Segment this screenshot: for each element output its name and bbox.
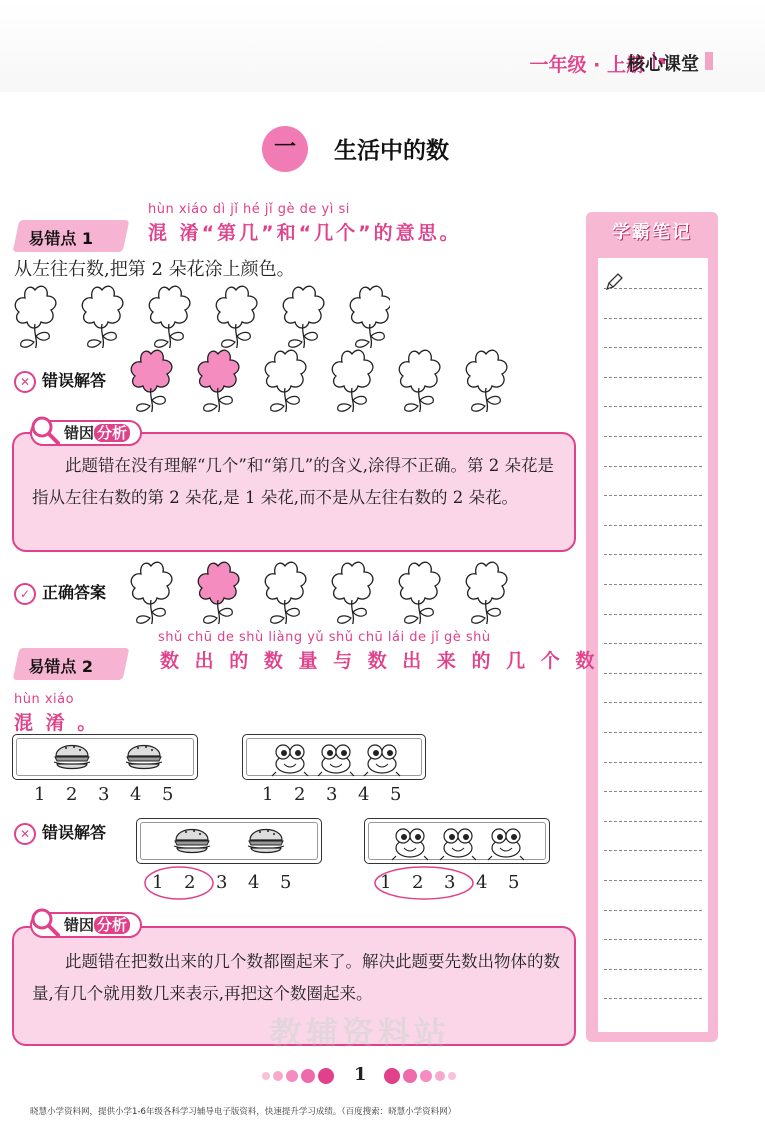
notes-line [604, 525, 702, 526]
magnifier-icon [30, 415, 62, 447]
notes-line [604, 436, 702, 437]
notes-line [604, 554, 702, 555]
flower [466, 350, 507, 412]
notes-line [604, 702, 702, 703]
burger [174, 830, 210, 853]
notes-line [604, 969, 702, 970]
flower-row-wrong [126, 348, 526, 412]
number-2: 2 [294, 784, 306, 805]
notes-line [604, 821, 702, 822]
analysis-tab-2: 错因 分析 [30, 912, 142, 938]
point2-heading: 数 出 的 数 量 与 数 出 来 的 几 个 数 [160, 650, 599, 672]
number-2: 2 [66, 784, 78, 805]
number-4: 4 [130, 784, 142, 805]
flower [466, 562, 507, 624]
watermark: 教辅资料站 [270, 1014, 451, 1052]
notes-line [604, 466, 702, 467]
number-5: 5 [162, 784, 174, 805]
flower [265, 350, 306, 412]
notes-paper [598, 258, 708, 1032]
notes-line [604, 880, 702, 881]
page-dots-left [258, 1066, 358, 1086]
number-5: 5 [280, 872, 292, 893]
number-5: 5 [390, 784, 402, 805]
circle-mark-b [372, 864, 476, 902]
notes-line [604, 910, 702, 911]
cross-icon: ✕ [14, 823, 36, 845]
notes-line [604, 584, 702, 585]
header-band [0, 0, 765, 92]
number-2: 2 [412, 872, 424, 893]
point1-question: 从左往右数,把第 2 朵花涂上颜色。 [14, 259, 295, 280]
number-3: 3 [326, 784, 338, 805]
notes-line [604, 791, 702, 792]
burger [248, 830, 284, 853]
burger [126, 746, 162, 769]
lesson-number: 一 [262, 126, 308, 172]
lesson-title: 生活中的数 [334, 137, 449, 164]
number-3: 3 [444, 872, 456, 893]
flower [399, 350, 440, 412]
cross-icon: ✕ [14, 371, 36, 393]
flower-row-correct [126, 560, 526, 624]
point1-correct-label: ✓ 正确答案 [14, 580, 106, 605]
flower-colored [198, 562, 239, 624]
number-1: 1 [34, 784, 46, 805]
frog [392, 829, 428, 860]
number-3: 3 [98, 784, 110, 805]
flower [332, 350, 373, 412]
number-2: 2 [184, 872, 196, 893]
circle-mark-a [142, 864, 216, 902]
flower [15, 286, 56, 348]
frog-items-wrong [364, 818, 550, 864]
flower-row-question [10, 284, 390, 348]
point2-pinyin-2: hùn xiáo [14, 692, 75, 707]
frog [488, 829, 524, 860]
notes-line [604, 495, 702, 496]
frog [272, 745, 308, 776]
notes-line [604, 614, 702, 615]
analysis-text-2: 此题错在把数出来的几个数都圈起来了。解决此题要先数出物体的数量,有几个就用数几来表示,再把这个数圈起来。 [32, 952, 560, 1003]
flower [283, 286, 324, 348]
flower-colored [131, 350, 172, 412]
flower-colored [198, 350, 239, 412]
number-5: 5 [508, 872, 520, 893]
point1-pinyin: hùn xiáo dì jǐ hé jǐ gè de yì si [148, 202, 350, 217]
point1-heading: 混 淆“第几”和“几个”的意思。 [148, 222, 462, 244]
notes-line [604, 850, 702, 851]
notes-line [604, 406, 702, 407]
number-3: 3 [216, 872, 228, 893]
flower [216, 286, 257, 348]
frog [440, 829, 476, 860]
error-point-1-tag: 易错点 1 [13, 220, 130, 252]
header-grade: 一年级 · 上册 [529, 54, 645, 76]
burger-items-wrong [136, 818, 322, 864]
footer-text: 晓慧小学资料网，提供小学1-6年级各科学习辅导电子版资料，快速提升学习成绩。（百度搜索：晓慧小学资料网） [30, 1107, 457, 1117]
notes-line [604, 673, 702, 674]
number-4: 4 [358, 784, 370, 805]
pencil-icon [604, 272, 624, 292]
header-section: 核心课堂 [627, 54, 699, 75]
notes-line [604, 318, 702, 319]
flower [399, 562, 440, 624]
header-bar [705, 52, 713, 70]
notes-line [604, 939, 702, 940]
number-4: 4 [248, 872, 260, 893]
page-number: 1 [354, 1064, 367, 1085]
notes-line [604, 762, 702, 763]
notes-line [604, 732, 702, 733]
analysis-text-1: 此题错在没有理解“几个”和“第几”的含义,涂得不正确。第 2 朵花是指从左往右数的第 2 朵花,是 1 朵花,而不是从左往右数的 2 朵花。 [32, 456, 554, 507]
notes-line [604, 643, 702, 644]
point1-wrong-label: ✕ 错误解答 [14, 368, 106, 393]
flower [350, 286, 390, 348]
number-4: 4 [476, 872, 488, 893]
flower [131, 562, 172, 624]
number-1: 1 [152, 872, 164, 893]
number-1: 1 [262, 784, 274, 805]
analysis-tab-1: 错因 分析 [30, 420, 142, 446]
frog [318, 745, 354, 776]
analysis-box-1 [12, 432, 576, 552]
point2-heading-2: 混 淆 。 [14, 712, 100, 734]
notes-line [604, 288, 702, 289]
frog [364, 745, 400, 776]
burger-items [12, 734, 198, 780]
point2-wrong-label: ✕ 错误解答 [14, 820, 106, 845]
magnifier-icon [30, 907, 62, 939]
notes-line [604, 347, 702, 348]
flower [265, 562, 306, 624]
frog-items [242, 734, 426, 780]
notes-title: 学霸笔记 [612, 222, 692, 243]
flower [82, 286, 123, 348]
flower [332, 562, 373, 624]
error-point-2-tag: 易错点 2 [13, 648, 130, 680]
burger [54, 746, 90, 769]
number-1: 1 [380, 872, 392, 893]
notes-line [604, 377, 702, 378]
page-dots-right [380, 1066, 480, 1086]
notes-line [604, 998, 702, 999]
point2-pinyin: shǔ chū de shù liàng yǔ shǔ chū lái de jǐ gè shù [158, 630, 491, 645]
flower [149, 286, 190, 348]
check-icon: ✓ [14, 583, 36, 605]
